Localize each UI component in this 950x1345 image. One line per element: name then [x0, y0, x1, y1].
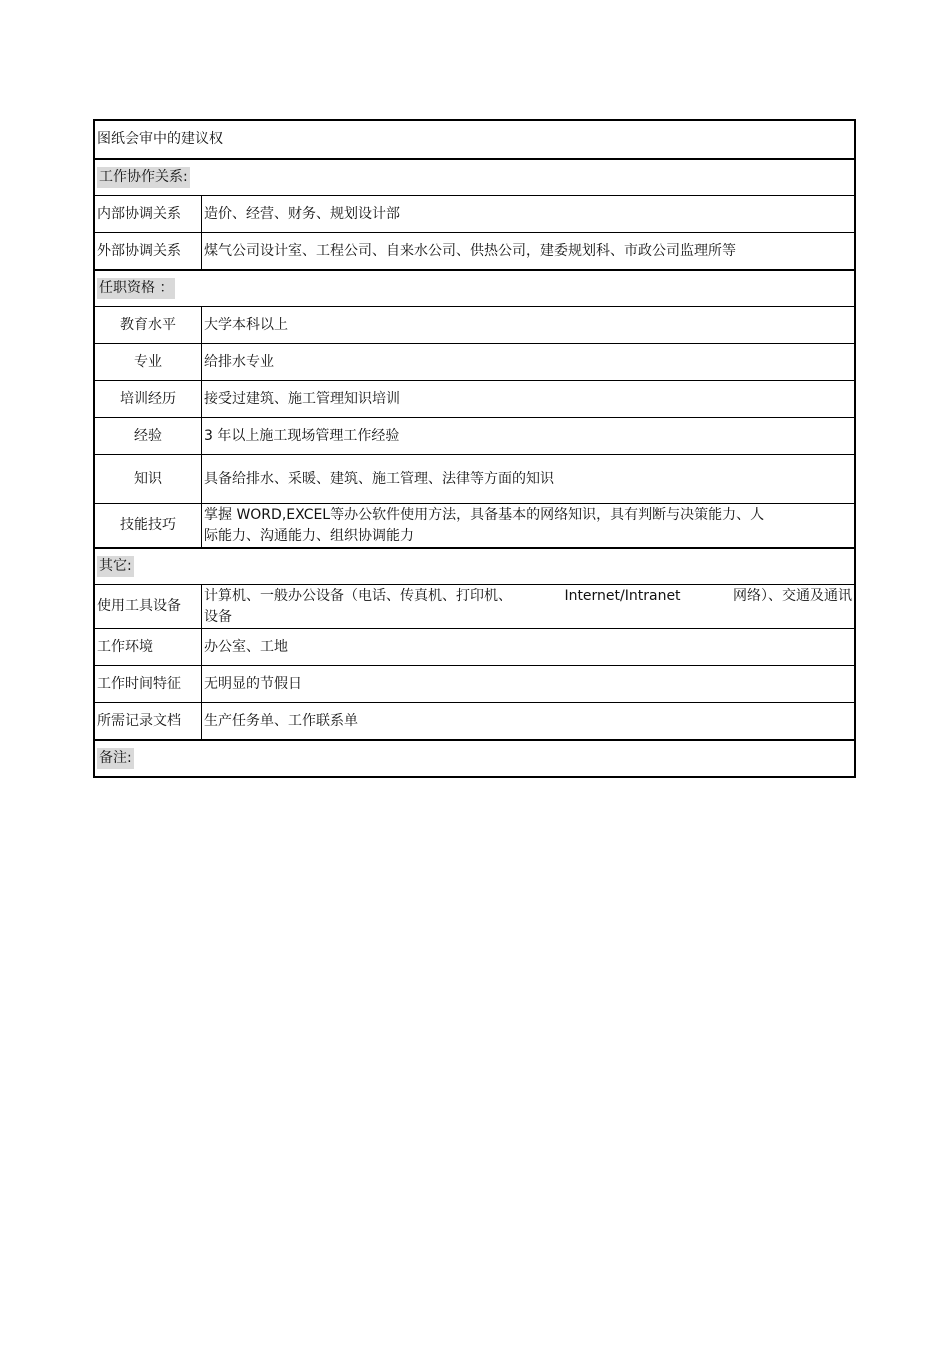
row-label: 经验: [95, 418, 202, 454]
documents-row: [95, 702, 854, 739]
tools-row: [95, 584, 854, 628]
row-label: 技能技巧: [95, 504, 202, 547]
qualifications-section-header: [95, 269, 854, 306]
row-label: 工作时间特征: [95, 666, 202, 702]
job-description-table: [93, 119, 856, 778]
authority-text: 图纸会审中的建议权: [97, 131, 223, 147]
row-label: 使用工具设备: [95, 585, 202, 628]
row-value: 3 年以上施工现场管理工作经验: [204, 427, 400, 444]
environment-row: [95, 628, 854, 665]
row-label: 外部协调关系: [95, 233, 202, 269]
tools-line-2: 设备: [204, 608, 232, 625]
row-value: 大学本科以上: [204, 316, 288, 333]
work-time-row: [95, 665, 854, 702]
tools-line-1c: 网络）、交通及通讯: [732, 587, 852, 604]
row-label: 工作环境: [95, 629, 202, 665]
skills-row: [95, 503, 854, 547]
authority-row: [95, 121, 854, 158]
knowledge-row: [95, 454, 854, 503]
other-section-label: 其它:: [97, 556, 134, 577]
training-row: [95, 380, 854, 417]
other-section-header: [95, 547, 854, 584]
row-label: 知识: [95, 455, 202, 503]
qualifications-section-label: 任职资格 ：: [97, 278, 175, 299]
skills-line-1: 掌握 WORD,EXCEL等办公软件使用方法，具备基本的网络知识，具有判断与决策能力、人: [204, 506, 765, 523]
row-value: 煤气公司设计室、工程公司、自来水公司、供热公司，建委规划科、市政公司监理所等: [204, 242, 736, 259]
remarks-section-label: 备注:: [97, 748, 134, 769]
row-label: 培训经历: [95, 381, 202, 417]
row-value: [202, 585, 854, 628]
row-value: [202, 504, 854, 547]
row-label: 教育水平: [95, 307, 202, 343]
row-value: 接受过建筑、施工管理知识培训: [204, 390, 400, 407]
experience-row: [95, 417, 854, 454]
row-label: 专业: [95, 344, 202, 380]
skills-line-2: 际能力、沟通能力、组织协调能力: [204, 527, 414, 544]
tools-line-1b: Internet/Intranet: [564, 587, 681, 604]
row-value: 办公室、工地: [204, 638, 288, 655]
coordination-section-header: [95, 158, 854, 195]
row-label: 内部协调关系: [95, 196, 202, 232]
coordination-section-label: 工作协作关系:: [97, 167, 190, 188]
major-row: [95, 343, 854, 380]
row-value: 生产任务单、工作联系单: [204, 712, 358, 729]
internal-coordination-row: [95, 195, 854, 232]
remarks-section-header: [95, 739, 854, 776]
education-row: [95, 306, 854, 343]
row-value: 无明显的节假日: [204, 675, 302, 692]
row-value: 造价、经营、财务、规划设计部: [204, 205, 400, 222]
external-coordination-row: [95, 232, 854, 269]
tools-line-1a: 计算机、一般办公设备（电话、传真机、打印机、: [204, 587, 512, 604]
row-value: 具备给排水、采暖、建筑、施工管理、法律等方面的知识: [204, 470, 554, 487]
row-value: 给排水专业: [204, 353, 274, 370]
row-label: 所需记录文档: [95, 703, 202, 739]
